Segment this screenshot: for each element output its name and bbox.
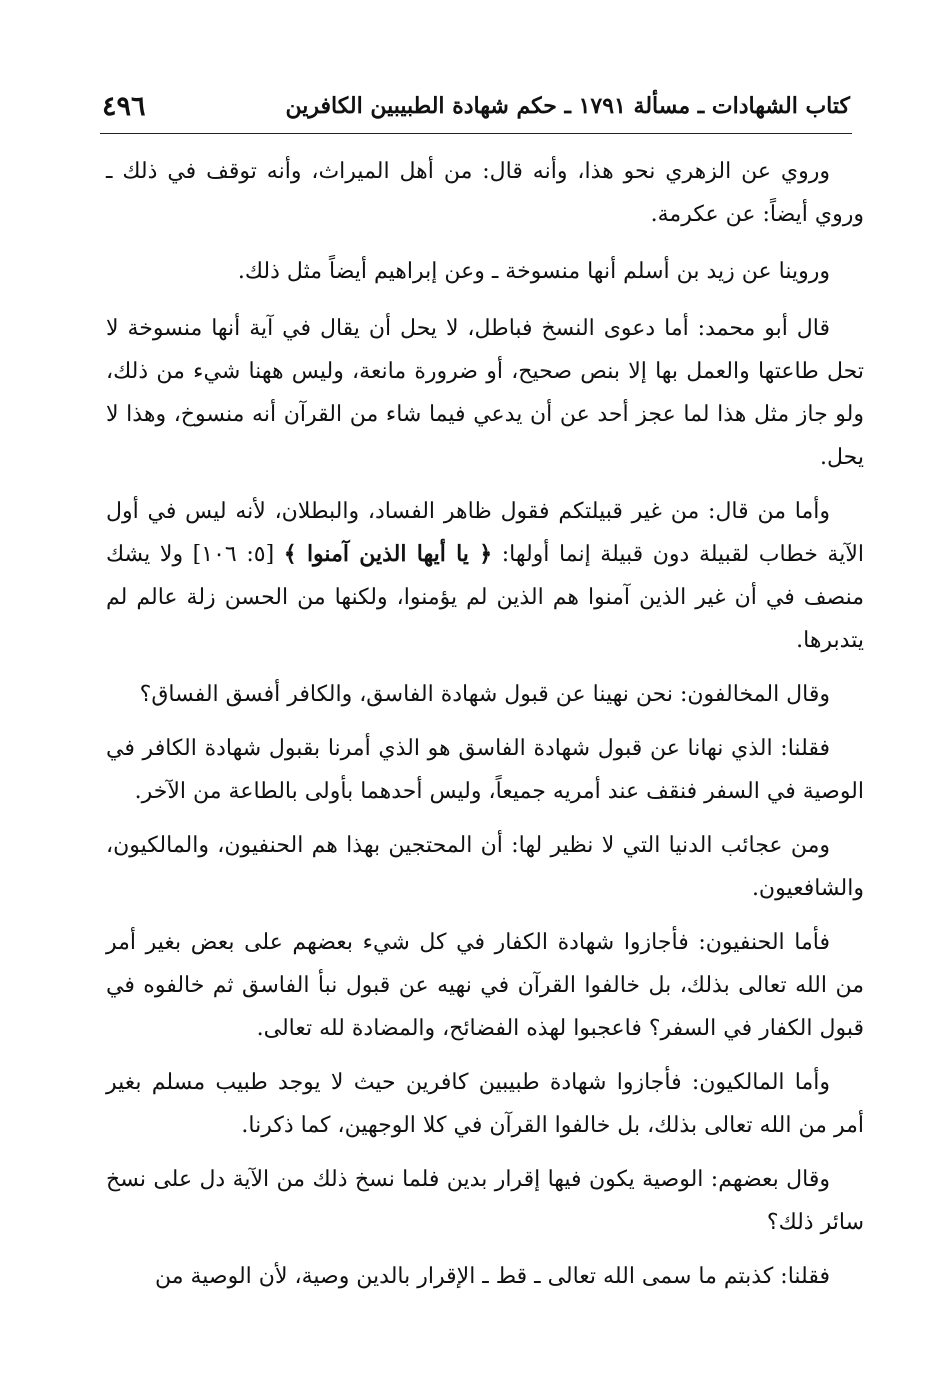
page-header (102, 86, 850, 126)
page-number: ٤٩٦ (102, 90, 146, 122)
quran-verse: ﴿ يا أيها الذين آمنوا ﴾ (283, 541, 493, 567)
paragraph-ajaib: ومن عجائب الدنيا التي لا نظير لها: أن المحتجين بهذا هم الحنفيون، والمالكيون، والشافعيون. (106, 833, 864, 901)
paragraph-reply-fasiq: فقلنا: الذي نهانا عن قبول شهادة الفاسق هو الذي أمرنا بقبول شهادة الكافر في الوصية في السفر فنقف عند أمريه جميعاً، وليس أحدهما بأولى بالطاعة من الآخر. (106, 736, 864, 804)
paragraph-reply-wasiyya: فقلنا: كذبتم ما سمى الله تعالى ـ قط ـ الإقرار بالدين وصية، لأن الوصية من (154, 1264, 830, 1289)
paragraph-text: وأما من قال: من غير قبيلتكم فقول ظاهر الفساد، والبطلان، لأنه ليس في أول الآية خطاب لقبيلة دون قبيلة إنما أولها: (106, 499, 865, 567)
paragraph-mukhalifun: وقال المخالفون: نحن نهينا عن قبول شهادة الفاسق، والكافر أفسق الفساق؟ (139, 682, 830, 707)
paragraph-zuhri: وروي عن الزهري نحو هذا، وأنه قال: من أهل الميراث، وأنه توقف في ذلك ـ وروي أيضاً: عن عكرمة. (106, 159, 864, 227)
running-title: كتاب الشهادات ـ مسألة ١٧٩١ ـ حكم شهادة الطبيبين الكافرين (285, 93, 850, 119)
paragraph-text: [٥: ١٠٦] ولا يشك منصف في أن غير الذين آمنوا هم الذين لم يؤمنوا، ولكنها من الحسن زلة عالم لم يتدبرها. (106, 542, 864, 653)
paragraph-qabilatikum (106, 490, 864, 662)
paragraph-malikiyyun: وأما المالكيون: فأجازوا شهادة طبيبين كافرين حيث لا يوجد طبيب مسلم بغير أمر من الله تعالى بذلك، بل خالفوا القرآن في كلا الوجهين، كما ذكرنا. (106, 1070, 864, 1138)
paragraph-zayd: وروينا عن زيد بن أسلم أنها منسوخة ـ وعن إبراهيم أيضاً مثل ذلك. (237, 259, 830, 284)
body-text (106, 150, 864, 1309)
paragraph-hanafiyyun: فأما الحنفيون: فأجازوا شهادة الكفار في كل شيء بعضهم على بعض بغير أمر من الله تعالى بذلك، بل خالفوا القرآن في نهيه عن قبول نبأ الفاسق ثم خالفوه في قبول الكفار في السفر؟ فاعجبوا لهذه الفضائح، والمضادة لله تعالى. (106, 930, 864, 1041)
paragraph-badduhum: وقال بعضهم: الوصية يكون فيها إقرار بدين فلما نسخ ذلك من الآية دل على نسخ سائر ذلك؟ (106, 1167, 864, 1235)
header-divider (100, 133, 852, 134)
paragraph-abu-muhammad: قال أبو محمد: أما دعوى النسخ فباطل، لا يحل أن يقال في آية أنها منسوخة لا تحل طاعتها والعمل بها إلا بنص صحيح، أو ضرورة مانعة، وليس ههنا شيء من ذلك، ولو جاز مثل هذا لما عجز أحد عن أن يدعي فيما شاء من القرآن أنه منسوخ، وهذا لا يحل. (106, 316, 864, 470)
